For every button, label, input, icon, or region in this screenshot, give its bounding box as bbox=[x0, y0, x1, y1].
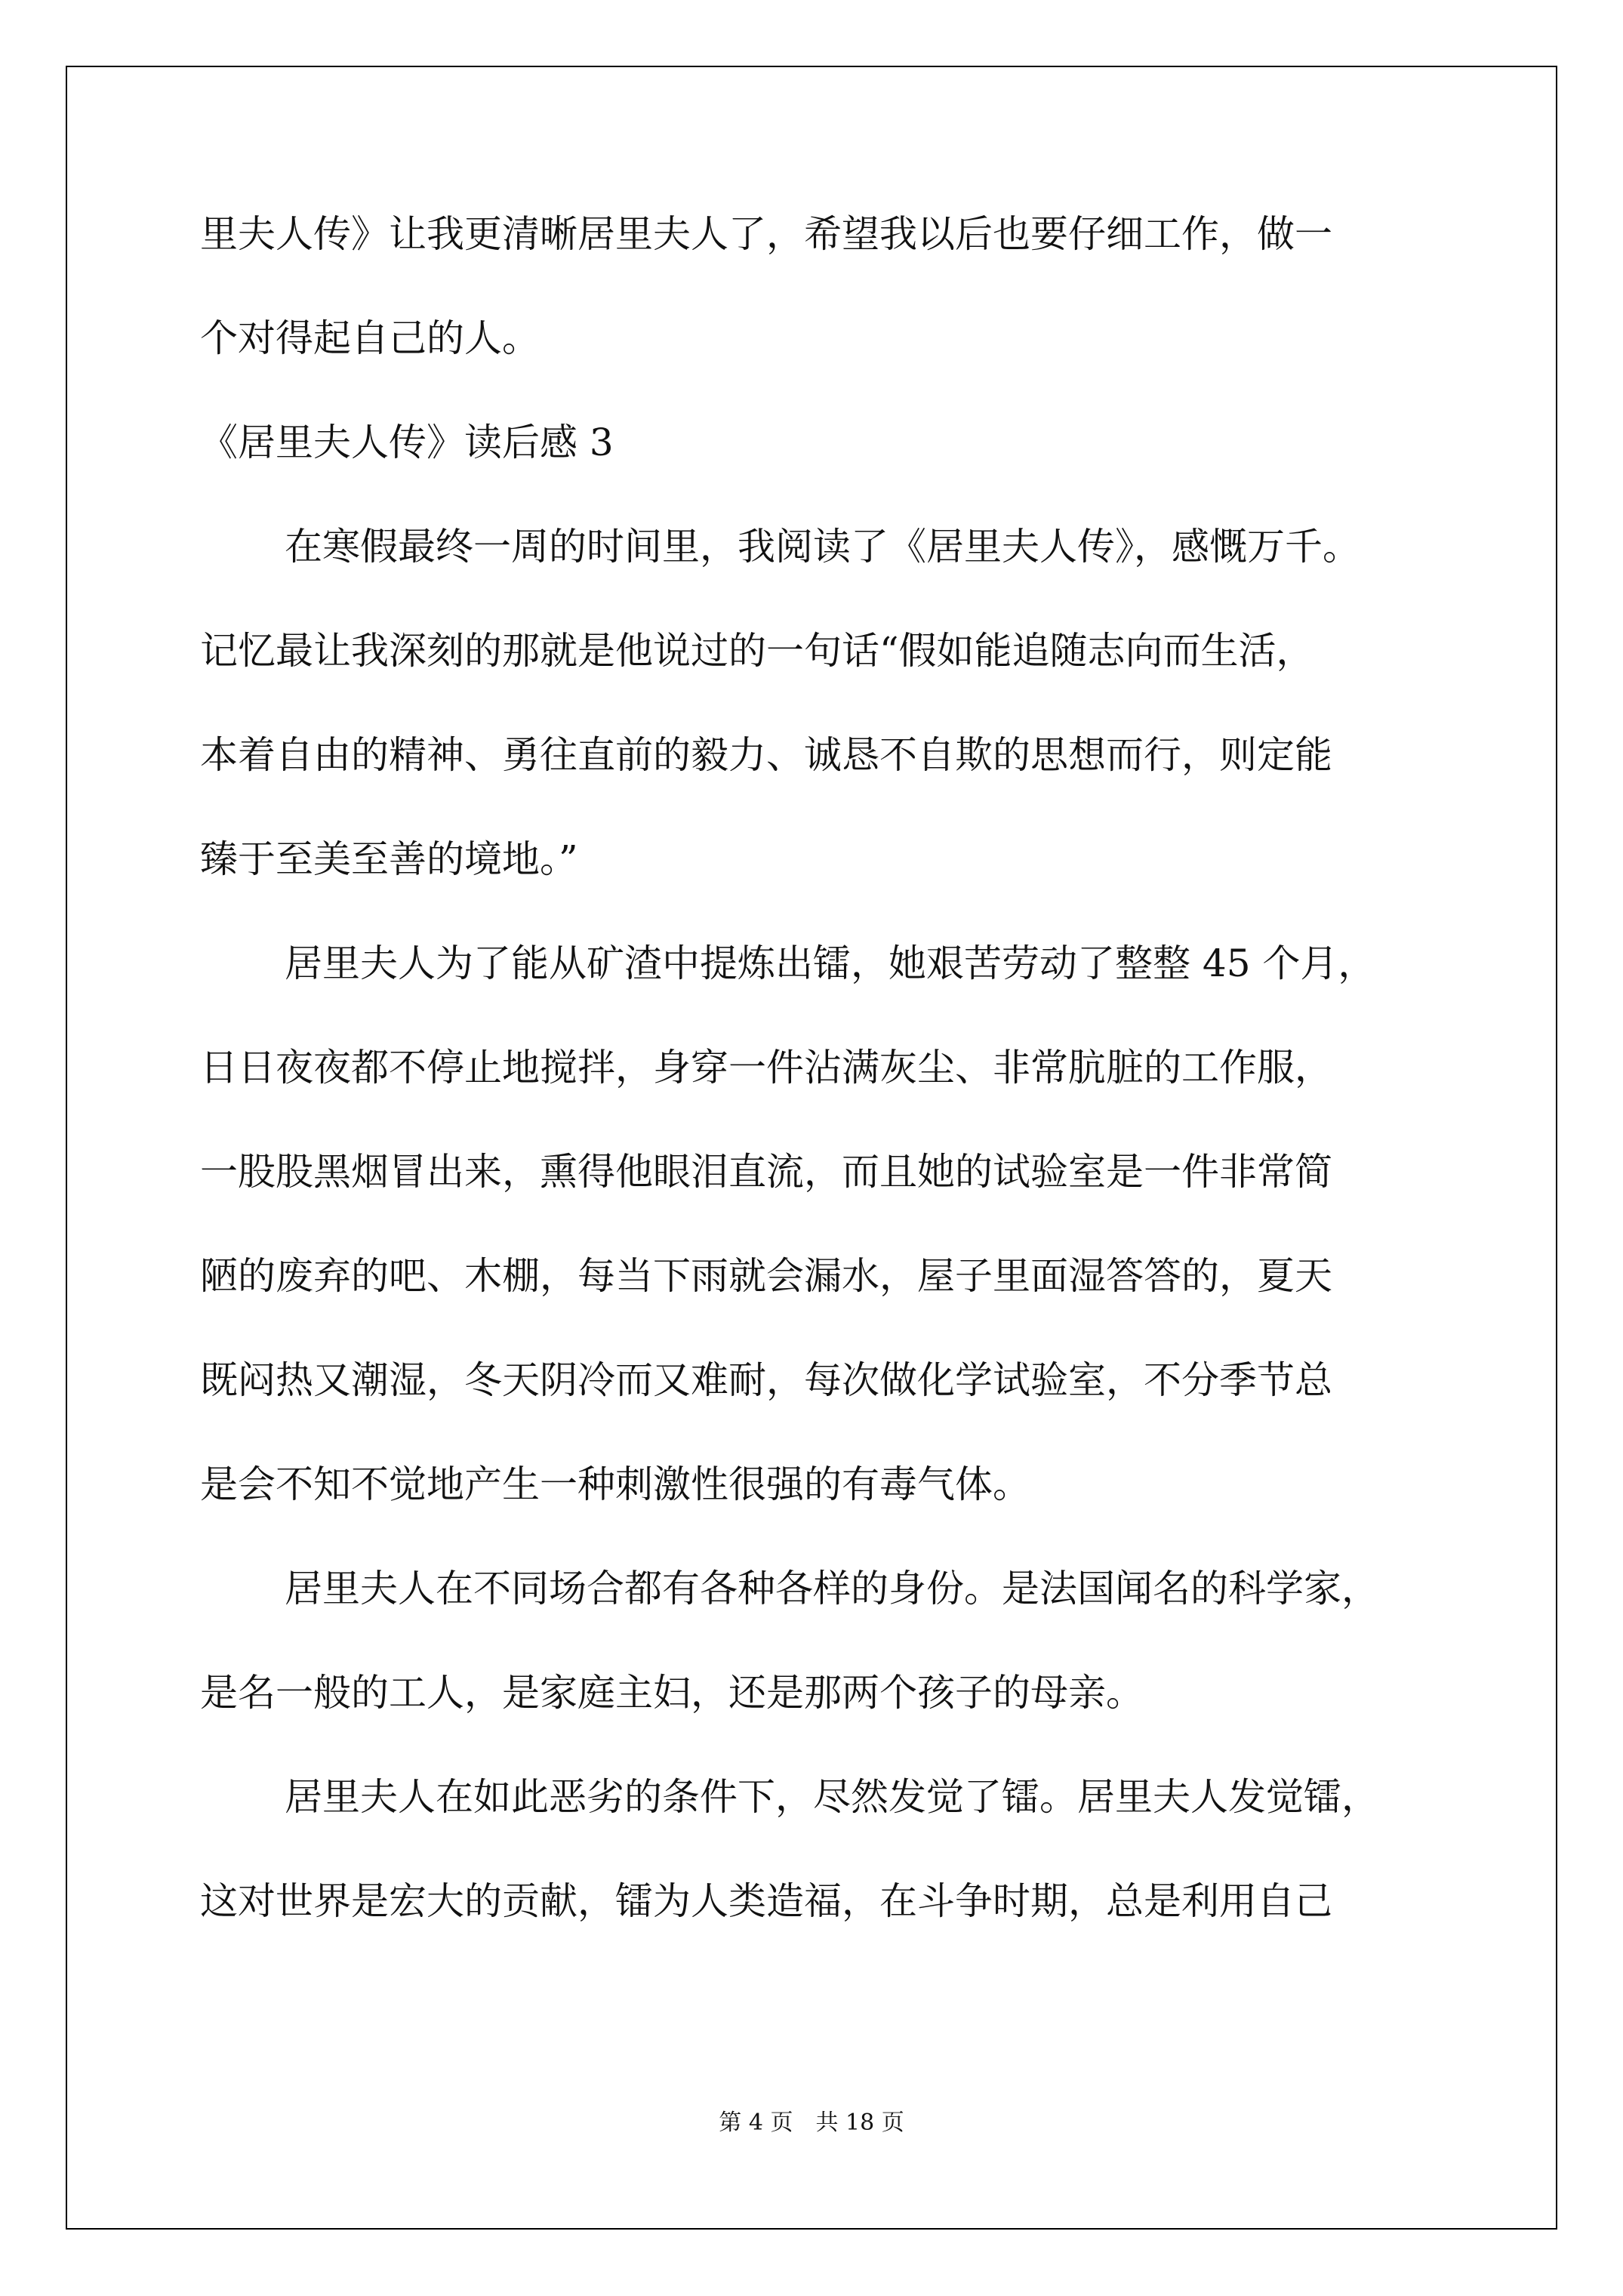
paragraph-start-line: 居里夫人为了能从矿渣中提炼出镭，她艰苦劳动了整整 45 个月， bbox=[285, 942, 1376, 985]
text-line: 里夫人传》让我更清晰居里夫人了，希望我以后也要仔细工作，做一 bbox=[200, 212, 1332, 256]
text-line: 记忆最让我深刻的那就是他说过的一句话“假如能追随志向而生活， bbox=[200, 629, 1314, 673]
text-line: 臻于至美至善的境地。” bbox=[200, 837, 578, 881]
text-line: 本着自由的精神、勇往直前的毅力、诚恳不自欺的思想而行，则定能 bbox=[200, 733, 1332, 777]
text-line: 陋的废弃的吧、木棚，每当下雨就会漏水，屋子里面湿答答的，夏天 bbox=[200, 1254, 1332, 1298]
paragraph-start-line: 居里夫人在如此恶劣的条件下，尽然发觉了镭。居里夫人发觉镭， bbox=[285, 1775, 1379, 1819]
text-line: 是会不知不觉地产生一种刺激性很强的有毒气体。 bbox=[200, 1462, 1030, 1506]
text-line: 日日夜夜都不停止地搅拌，身穿一件沾满灰尘、非常肮脏的工作服， bbox=[200, 1046, 1332, 1089]
text-line: 个对得起自己的人。 bbox=[200, 316, 540, 360]
section-heading: 《居里夫人传》读后感 3 bbox=[200, 421, 614, 464]
text-line: 这对世界是宏大的贡献，镭为人类造福，在斗争时期，总是利用自己 bbox=[200, 1879, 1332, 1923]
paragraph-start-line: 居里夫人在不同场合都有各种各样的身份。是法国闻名的科学家， bbox=[285, 1567, 1379, 1610]
text-line: 一股股黑烟冒出来，熏得他眼泪直流，而且她的试验室是一件非常简 bbox=[200, 1150, 1332, 1194]
text-line: 是名一般的工人，是家庭主妇，还是那两个孩子的母亲。 bbox=[200, 1671, 1144, 1715]
text-line: 既闷热又潮湿，冬天阴冷而又难耐，每次做化学试验室，不分季节总 bbox=[200, 1358, 1332, 1402]
page-number-footer: 第 4 页 共 18 页 bbox=[719, 2110, 904, 2136]
paragraph-start-line: 在寒假最终一周的时间里，我阅读了《居里夫人传》，感慨万千。 bbox=[285, 525, 1360, 569]
